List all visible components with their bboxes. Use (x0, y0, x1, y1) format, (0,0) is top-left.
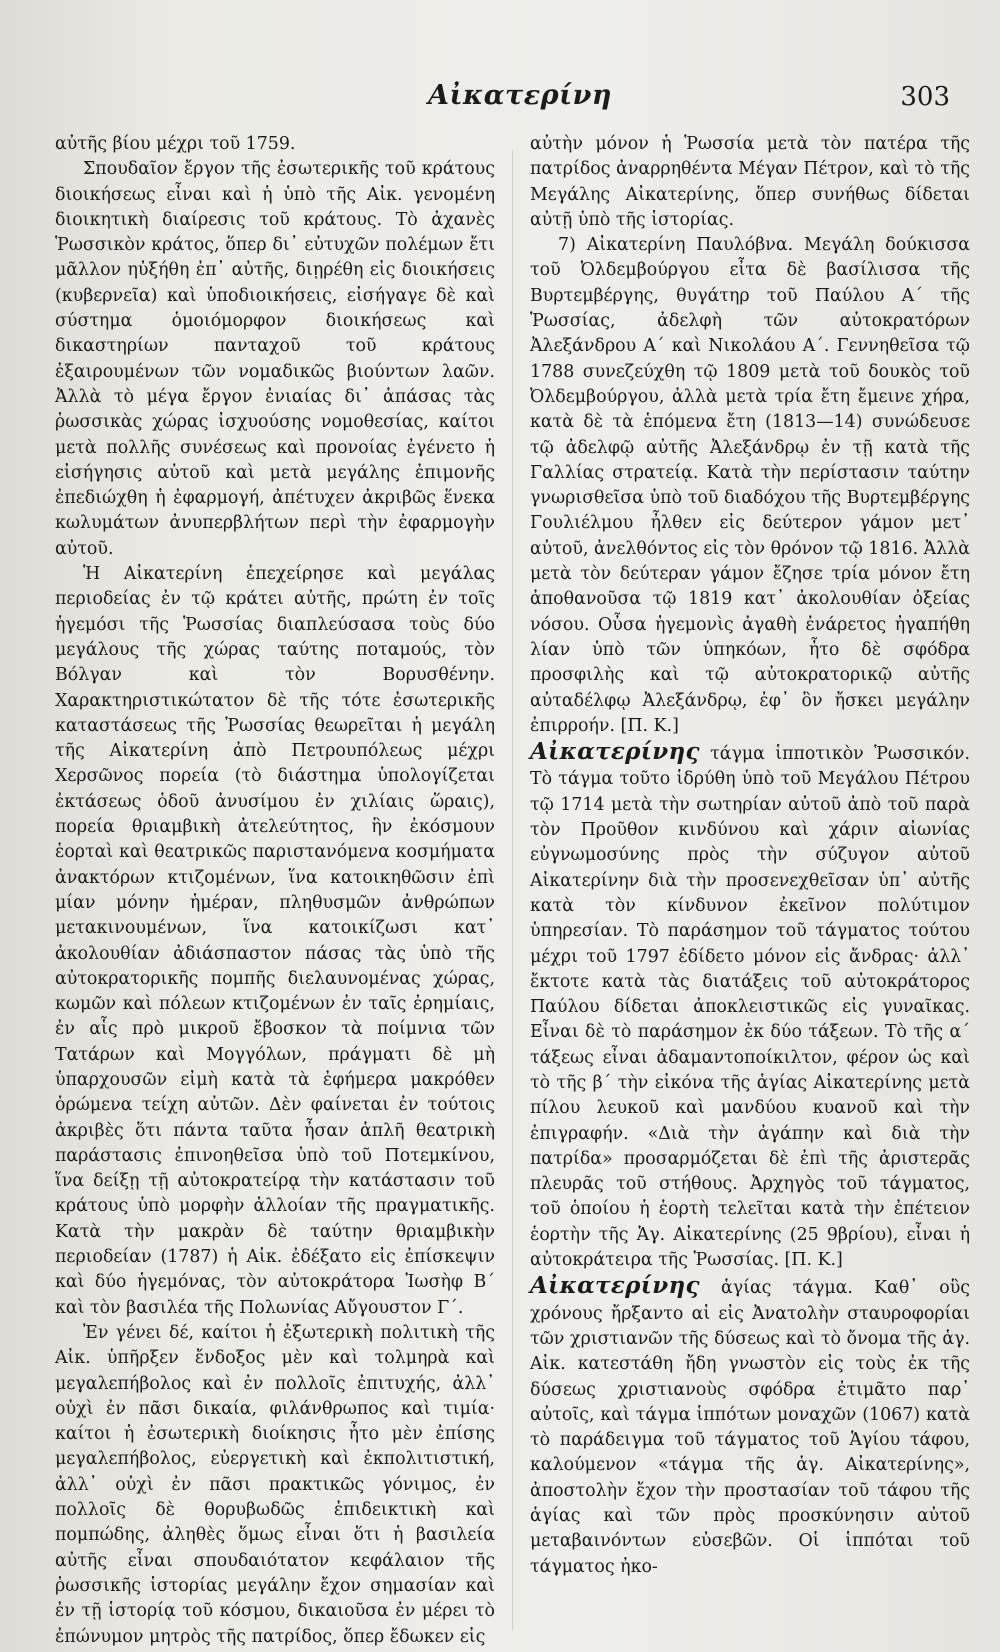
page-number: 303 (900, 82, 950, 112)
paragraph: αὐτὴν μόνον ἡ Ῥωσσία μετὰ τὸν πατέρα τῆς πατρίδος ἀναρρηθέντα Μέγαν Πέτρον, καὶ τὸ τῆς Μεγάλης Αἰκατερίνης, ὅπερ συνήθως δίδεται αὐτῇ ὑπὸ τῆς ἱστορίας. (530, 134, 970, 230)
entry-text: ἁγίας τάγμα. Καθ᾽ οὓς χρόνους ἤρξαντο αἱ εἰς Ἀνατολὴν σταυροφορίαι τῶν χριστιανῶν τῆς δύσεως καὶ τὸ ὄνομα τῆς ἁγ. Αἰκ. κατεστάθη ἤδη γνωστὸν εἰς τοὺς ἐκ τῆς δύσεως χριστιανοὺς σφόδρα ἐτιμᾶτο παρ᾽ αὐτοῖς, καὶ τάγμα ἱππότων μοναχῶν (1067) κατὰ τὸ παράδειγμα τοῦ τάγματος τοῦ Ἁγίου τάφου, καλούμενον «τάγμα τῆς ἁγ. Αἰκατερίνης», ἀποστολὴν ἔχον τὴν προστασίαν τοῦ τάφου τῆς ἁγίας καὶ τῶν πρὸς προσκύνησιν αὐτοῦ μεταβαινόντων εὐσεβῶν. Οἱ ἱππόται τοῦ τάγματος ἠκο- (530, 1278, 971, 1577)
entry-aikaterinis-order (530, 739, 970, 1273)
paragraph: Ἐν γένει δέ, καίτοι ἡ ἐξωτερικὴ πολιτικὴ τῆς Αἰκ. ὑπῆρξεν ἔνδοξος μὲν καὶ τολμηρὰ καὶ μεγαλεπήβολος καὶ ἐν πολλοῖς ἐπιτυχής, ἀλλ᾽ οὐχὶ ἐν πᾶσι δικαία, φιλάνθρωπος καὶ τιμία· καίτοι ἡ ἐσωτερικὴ διοίκησις ἦτο μὲν ἐπίσης μεγαλεπήβολος, εὐεργετικὴ καὶ ἐκπολιτιστική, ἀλλ᾽ οὐχὶ ἐν πᾶσι πρακτικῶς γόνιμος, ἐν πολλοῖς δὲ θορυβωδῶς ἐπιδεικτικὴ καὶ πομπώδης, ἀληθὲς ὅμως εἶναι ὅτι ἡ βασιλεία αὐτῆς εἶναι σπουδαιότατον κεφάλαιον τῆς ῥωσσικῆς ἱστορίας μεγάλην ἔχον σημασίαν καὶ ἐν τῇ ἱστορίᾳ τοῦ κόσμου, δικαιοῦσα ἐν μέρει τὸ ἐπώνυμον μητρὸς τῆς πατρίδος, ὅπερ ἔδωκεν εἰς (55, 1322, 495, 1647)
entry-text: τάγμα ἱπποτικὸν Ῥωσσικόν. Τὸ τάγμα τοῦτο ἱδρύθη ὑπὸ τοῦ Μεγάλου Πέτρου τῷ 1714 μετὰ τὴν σωτηρίαν αὐτοῦ ἀπὸ τοῦ παρὰ τὸν Προῦθον κινδύνου καὶ χάριν αἰωνίας εὐγνωμοσύνης πρὸς τὴν σύζυγον αὐτοῦ Αἰκατερίνην διὰ τὴν προσενεχθεῖσαν ὑπ᾽ αὐτῆς κατὰ τὸν κίνδυνον ἐκεῖνον πολύτιμον ὑπηρεσίαν. Τὸ παράσημον τοῦ τάγματος τούτου μέχρι τοῦ 1797 ἐδίδετο μόνον εἰς ἄνδρας· ἀλλ᾽ ἔκτοτε κατὰ τὰς διατάξεις τοῦ αὐτοκράτορος Παύλου δίδεται ἀποκλειστικῶς εἰς γυναῖκας. Εἶναι δὲ τὸ παράσημον ἐκ δύο τάξεων. Τὸ τῆς α´ τάξεως εἶναι ἀδαμαντοποίκιλτον, φέρον ὡς καὶ τὸ τῆς β´ τὴν εἰκόνα τῆς ἁγίας Αἰκατερίνης μετὰ πίλου λευκοῦ καὶ μανδύου κυανοῦ καὶ τὴν ἐπιγραφήν. «Διὰ τὴν ἀγάπην καὶ διὰ τὴν πατρίδα» προσαρμόζεται δὲ ἐπὶ τῆς ἀριστερᾶς πλευρᾶς τοῦ στήθους. Ἀρχηγὸς τοῦ τάγματος, τοῦ ὁποίου ἡ ἑορτὴ τελεῖται κατὰ τὴν ἐπέτειον ἑορτὴν τῆς Ἁγ. Αἰκατερίνης (25 9βρίου), εἶναι ἡ αὐτοκράτειρα τῆς Ῥωσσίας. [Π. Κ.] (530, 744, 971, 1271)
paragraph: Ἡ Αἰκατερίνη ἐπεχείρησε καὶ μεγάλας περιοδείας ἐν τῷ κράτει αὐτῆς, πρώτη ἐν τοῖς ἡγεμόσι τῆς Ῥωσσίας διαπλεύσασα τοὺς δύο μεγάλους τῆς χώρας ταύτης ποταμούς, τὸν Βόλγαν καὶ τὸν Βορυσθένην. Χαρακτηριστικώτατον δὲ τῆς τότε ἐσωτερικῆς καταστάσεως τῆς Ῥωσσίας θεωρεῖται ἡ μεγάλη τῆς Αἰκατερίνη ἀπὸ Πετρουπόλεως μέχρι Χερσῶνος πορεία (τὸ διάστημα ὑπολογίζεται ἐκτάσεως ὁδοῦ ἀνυσίμου ἐν χιλίαις ὥραις), πορεία θριαμβικὴ ἀτελεύτητος, ἣν ἐκόσμουν ἑορταὶ καὶ θεατρικῶς παριστανόμενα κοσμήματα ἀνακτόρων κτιζομένων, ἵνα κατοικηθῶσιν ἐπὶ μίαν μόνην ἡμέραν, πληθυσμῶν ἀνθρώπων μετακινουμένων, ἵνα κατοικίζωσι κατ᾽ ἀκολουθίαν ἀδιάσπαστον πάσας τὰς ὑπὸ τῆς αὐτοκρατορικῆς πομπῆς διελαυνομένας χώρας, κωμῶν καὶ πόλεων κτιζομένων ἐν ταῖς ἐρημίαις, ἐν αἷς πρὸ μικροῦ ἔβοσκον τὰ ποίμνια τῶν Τατάρων καὶ Μογγόλων, πράγματι δὲ μὴ ὑπαρχουσῶν εἰμὴ κατὰ τὰ ἐφήμερα μακρόθεν ὁρώμενα τείχη αὐτῶν. Δὲν φαίνεται ἐν τούτοις ἀκριβὲς ὅτι πάντα ταῦτα ἦσαν ἁπλῆ θεατρικὴ παράστασις ἐπινοηθεῖσα ὑπὸ τοῦ Ποτεμκίνου, ἵνα δείξῃ τῇ αὐτοκρατείρᾳ τὴν κατάστασιν τοῦ κράτους ὑπὸ μορφὴν ἀλλοίαν τῆς πραγματικῆς. Κατὰ τὴν μακρὰν δὲ ταύτην θριαμβικὴν περιοδείαν (1787) ἡ Αἰκ. ἐδέξατο εἰς ἐπίσκεψιν καὶ δύο ἡγεμόνας, τὸν αὐτοκράτορα Ἰωσὴφ Β´ καὶ τὸν βασιλέα τῆς Πολωνίας Αὔγουστον Γ´. (55, 564, 495, 1318)
paragraph: 7) Αἰκατερίνη Παυλόβνα. Μεγάλη δούκισσα τοῦ Ὀλδεμβούργου εἶτα δὲ βασίλισσα τῆς Βυρτεμβέργης, θυγάτηρ τοῦ Παύλου Α´ τῆς Ῥωσσίας, ἀδελφὴ τῶν αὐτοκρατόρων Ἀλεξάνδρου Α´ καὶ Νικολάου Α´. Γεννηθεῖσα τῷ 1788 συνεζεύχθη τῷ 1809 μετὰ τοῦ δουκὸς τοῦ Ὀλδεμβούργου, ἀλλὰ μετὰ τρία ἔτη ἔμεινε χήρα, κατὰ δὲ τὰ ἑπόμενα ἔτη (1813—14) συνώδευσε τῷ ἀδελφῷ αὐτῆς Ἀλεξάνδρῳ ἐν τῇ κατὰ τῆς Γαλλίας στρατείᾳ. Κατὰ τὴν περίστασιν ταύτην γνωρισθεῖσα ὑπὸ τοῦ διαδόχου τῆς Βυρτεμβέργης Γουλιέλμου ἦλθεν εἰς δεύτερον γάμον μετ᾽ αὐτοῦ, ἀνελθόντος εἰς τὸν θρόνον τῷ 1816. Ἀλλὰ μετὰ τὸν δεύτεραν γάμον ἔζησε τρία μόνον ἔτη ἀποθανοῦσα τῷ 1819 κατ᾽ ἀκολουθίαν ὀξείας νόσου. Οὖσα ἡγεμονὶς ἀγαθὴ ἐνάρετος ἠγαπήθη λίαν ὑπὸ τῶν ὑπηκόων, ἦτο δὲ σφόδρα προσφιλὴς καὶ τῷ αὐτοκρατορικῷ αὐτῆς αὐταδέλφῳ Ἀλεξάνδρῳ, ἐφ᾽ ὃν ἤσκει μεγάλην ἐπιρροήν. [Π. Κ.] (530, 235, 970, 736)
paragraph: Σπουδαῖον ἔργον τῆς ἐσωτερικῆς τοῦ κράτους διοικήσεως εἶναι καὶ ἡ ὑπὸ τῆς Αἰκ. γενομένη διοικητικὴ διαίρεσις τοῦ κράτους. Τὸ ἀχανὲς Ῥωσσικὸν κράτος, ὅπερ δι᾽ εὐτυχῶν πολέμων ἔτι μᾶλλον ηὐξήθη ἐπ᾽ αὐτῆς, διῃρέθη εἰς διοικήσεις (κυβερνεῖα) καὶ ὑποδιοικήσεις, εἰσήγαγε δὲ καὶ σύστημα ὁμοιόμορφον διοικήσεως καὶ δικαστηρίων πανταχοῦ τοῦ κράτους ἐξαιρουμένων τῶν νομαδικῶς βιούντων λαῶν. Ἀλλὰ τὸ μέγα ἔργον ἐνιαίας δι᾽ ἁπάσας τὰς ῥωσσικὰς χώρας ἰσχυούσης νομοθεσίας, καίτοι μετὰ πολλῆς συνέσεως καὶ προνοίας ἐγένετο ἡ εἰσήγησις αὐτοῦ καὶ μετὰ μεγάλης ἐπιμονῆς ἐπεδιώχθη ἡ ἐφαρμογή, ἀπέτυχεν ἀκριβῶς ἕνεκα κωλυμάτων ἀνυπερβλήτων περὶ τὴν ἐφαρμογὴν αὐτοῦ. (55, 159, 495, 559)
entry-saint-aikaterini-order (530, 1273, 970, 1580)
right-column (530, 132, 970, 1580)
left-column (55, 132, 495, 1650)
entry-headword: Αἰκατερίνης (530, 738, 700, 766)
entry-headword: Αἰκατερίνης (530, 1272, 700, 1300)
column-divider (512, 150, 513, 1630)
running-head: Αἰκατερίνη (428, 80, 612, 111)
paragraph: αὐτῆς βίου μέχρι τοῦ 1759. (55, 134, 296, 154)
page-header (0, 80, 1000, 120)
